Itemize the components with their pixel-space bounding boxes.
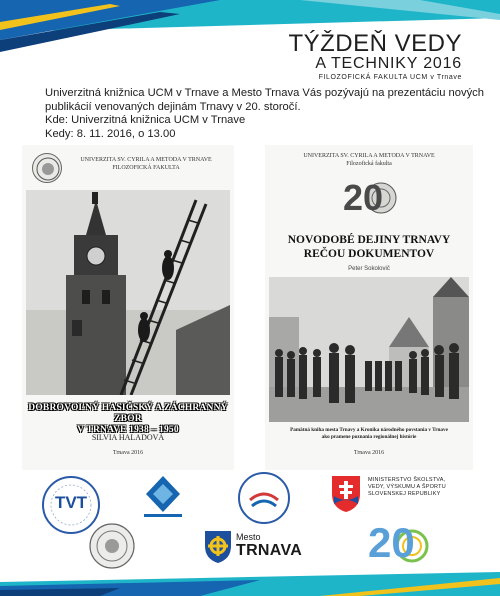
book-author-left: SILVIA HALADOVÁ [91, 433, 165, 442]
library-logo-icon [236, 470, 292, 526]
university-seal-icon [32, 153, 62, 183]
university-seal-large-icon [88, 522, 136, 570]
ministry-label [368, 477, 446, 498]
event-brand [288, 30, 462, 82]
book-title-left [26, 403, 230, 436]
ministry-line1: MINISTERSTVO ŠKOLSTVA, [368, 477, 446, 483]
book-cover-left [22, 145, 234, 470]
cover-institution-right [265, 153, 473, 168]
mesto-name: TRNAVA [236, 542, 303, 559]
faculty-logo-icon [138, 472, 188, 522]
book-cover-right [265, 145, 473, 470]
cover-institution [62, 157, 230, 172]
book-author-right: Peter Sokolovič [348, 266, 390, 272]
cover-faculty-name-right: Filozofická fakulta [346, 160, 392, 167]
parade-photo [269, 277, 469, 422]
invitation-line2: publikácií venovaných dejinám Trnavy v 20. storočí. [45, 100, 301, 113]
trnava-coat-of-arms-icon [204, 530, 232, 564]
fire-tower-photo [26, 190, 230, 395]
invitation-line3: Kde: Univerzitná knižnica UCM v Trnave [45, 114, 246, 127]
brand-line1: TÝŽDEŇ VEDY [288, 30, 462, 57]
invitation-line4: Kedy: 8. 11. 2016, o 13.00 [45, 127, 176, 140]
book-title-left-line1: DOBROVOĽNÝ HASIČSKÝ A ZÁCHRANNÝ ZBOR [28, 403, 228, 424]
book-year-right: Trnava 2016 [353, 450, 385, 456]
brand-line3: FILOZOFICKÁ FAKULTA UCM v Trnave [318, 74, 462, 81]
cover-institution-name-right: UNIVERZITA SV. CYRILA A METODA V TRNAVE [303, 153, 435, 159]
book-title-right-line2: REČOU DOKUMENTOV [303, 248, 435, 260]
ministry-line3: SLOVENSKEJ REPUBLIKY [368, 491, 441, 497]
book-title-right-line1: NOVODOBÉ DEJINY TRNAVY [287, 234, 451, 246]
slovak-coat-of-arms-icon [330, 474, 362, 514]
brand-line2: A TECHNIKY 2016 [315, 55, 462, 72]
tvt-logo-mark: TVT [54, 493, 88, 512]
book-title-right [265, 233, 473, 261]
anniversary-badge-number: 20 [343, 177, 384, 218]
book-year-left: Trnava 2016 [112, 450, 144, 456]
bottom-color-band [0, 572, 500, 596]
anniversary-20-logo-number: 20 [368, 519, 415, 566]
mesto-trnava-logo [236, 532, 302, 560]
anniversary-badge [343, 178, 397, 218]
cover-institution-name: UNIVERZITA SV. CYRILA A METODA V TRNAVE [80, 157, 212, 163]
invitation-text [45, 87, 484, 141]
ministry-line2: VEDY, VÝSKUMU A ŠPORTU [368, 484, 446, 490]
book-subtitle-right-line2: ako pramene poznania regionálnej histórie [321, 434, 417, 440]
cover-faculty-name: FILOZOFICKÁ FAKULTA [112, 164, 180, 171]
book-subtitle-right [275, 427, 463, 441]
book-subtitle-right-line1: Pamätná kniha mesta Trnavy a Kronika národného povstania v Trnave [290, 427, 448, 433]
mesto-label: Mesto [236, 532, 261, 542]
book-title-left-line2: V TRNAVE 1938 – 1950 [77, 425, 179, 435]
invitation-line1: Univerzitná knižnica UCM v Trnave a Mesto Trnava Vás pozývajú na prezentáciu nových [45, 87, 484, 99]
